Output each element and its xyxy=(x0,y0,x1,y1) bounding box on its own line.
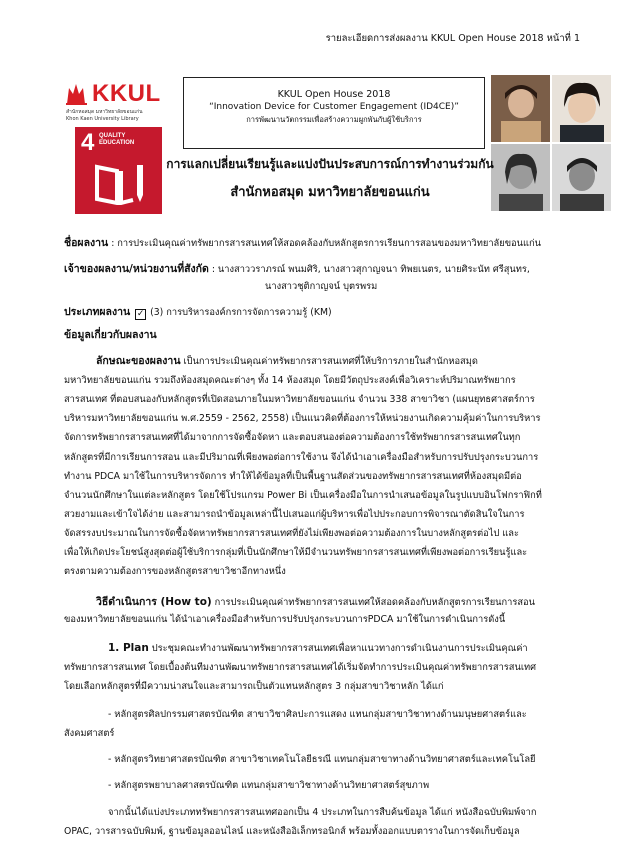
owner-value: : นางสาววราภรณ์ พนมศิริ, นางสาวสุกาญจนา ทิพยเนตร, นายศิระนัท ศรีสุนทร, xyxy=(208,264,530,275)
work-name-value: : การประเมินคุณค่าทรัพยากรสารสนเทศให้สอดคล้องกับหลักสูตรการเรียนการสอนของมหาวิทยาลัยขอนแก่น xyxy=(108,238,541,249)
logo-english-name: Khon Kaen University Library xyxy=(66,116,139,122)
sdg-number: 4 xyxy=(81,129,95,156)
event-theme: “Innovation Device for Customer Engagement (ID4CE)” xyxy=(209,102,459,112)
plan-line: ประชุมคณะทำงานพัฒนาทรัพยากรสารสนเทศเพื่อหาแนวทางการดำเนินงานการประเมินคุณค่า xyxy=(148,643,528,654)
work-type-row xyxy=(64,303,332,320)
nature-line: ทำงาน PDCA มาใช้ในการบริหารจัดการ ทำให้ได้ข้อมูลที่เป็นพื้นฐานสัดส่วนของทรัพยากรสารสนเทศที่ห้องสมุดมีต่อ xyxy=(64,471,522,482)
team-photo-1 xyxy=(491,75,550,142)
howto-label: วิธีดำเนินการ (How to) xyxy=(96,596,212,608)
library-emblem-icon xyxy=(64,82,92,106)
work-name-label: ชื่อผลงาน xyxy=(64,237,109,249)
kkul-logo xyxy=(64,78,174,126)
nature-line: บริหารมหาวิทยาลัยขอนแก่น พ.ศ.2559 - 2562, 2558) เป็นแนวคิดที่ต้องการให้หน่วยงานเกิดความคุ้มค่าในการบริหาร xyxy=(64,413,541,424)
work-name-row xyxy=(64,234,541,251)
plan-line: โดยเลือกหลักสูตรที่มีความน่าสนใจและสามารถเป็นตัวแทนหลักสูตร 3 กลุ่มสาขาวิชาหลัก ได้แก่ xyxy=(64,681,444,692)
work-type-label: ประเภทผลงาน xyxy=(64,306,131,318)
nature-line: เพื่อให้เกิดประโยชน์สูงสุดต่อผู้ใช้บริการกลุ่มที่เป็นนักศึกษาให้มีจำนวนทรัพยากรสารสนเทศที่เพียงพอต่อการเรียนรู้และ xyxy=(64,547,528,558)
sdg-label: QUALITY EDUCATION xyxy=(99,133,135,146)
nature-line: จัดสรรงบประมาณในการจัดซื้อจัดหาทรัพยากรสารสนเทศที่ยังไม่เพียงพอต่อความต้องการในบางหลักสูตรต่อไป และ xyxy=(64,528,519,539)
book-pencil-icon xyxy=(93,159,147,205)
nature-line: จำนวนนักศึกษาในแต่ละหลักสูตร โดยใช้โปรแกรม Power Bi เป็นเครื่องมือในการนำเสนอข้อมูลในรูปแบบอินโฟกราฟิกที่ xyxy=(64,490,542,501)
group-item: - หลักสูตรพยาบาลศาสตรบัณฑิต แทนกลุ่มสาขาวิชาทางด้านวิทยาศาสตร์สุขภาพ xyxy=(108,780,430,791)
team-photos xyxy=(491,75,611,211)
page-header: รายละเอียดการส่งผลงาน KKUL Open House 2018 หน้าที่ 1 xyxy=(325,33,580,44)
team-photo-3 xyxy=(491,144,550,211)
nature-line: จัดการทรัพยากรสารสนเทศที่ได้มาจากการจัดซื้อจัดหา และตอบสนองต่อความต้องการใช้ทรัพยากรสารสนเทศในทุก xyxy=(64,432,521,443)
sdg-quality-education-tile xyxy=(75,127,162,214)
event-theme-thai: การพัฒนานวัตกรรมเพื่อสร้างความผูกพันกับผู้ใช้บริการ xyxy=(246,115,422,124)
owner-value-cont: นางสาวชุติกาญจน์ บุตรพรม xyxy=(265,281,378,292)
nature-line: สวยงามและเข้าใจได้ง่าย และสามารถนำข้อมูลเหล่านี้ไปเสนอแก่ผู้บริหารเพื่อไปประกอบการพิจารณาตัดสินใจในการ xyxy=(64,509,525,520)
event-title: KKUL Open House 2018 xyxy=(277,89,391,100)
owner-row xyxy=(64,260,530,277)
closing-line: OPAC, วารสารฉบับพิมพ์, ฐานข้อมูลออนไลน์ และหนังสืออิเล็กทรอนิกส์ พร้อมทั้งออกแบบตารางในการจัดเก็บข้อมูล xyxy=(64,826,520,837)
nature-first-line xyxy=(96,352,478,369)
group-item: - หลักสูตรวิทยาศาสตรบัณฑิต สาขาวิชาเทคโนโลยีธรณี แทนกลุ่มสาขาทางด้านวิทยาศาสตร์และเทคโนโลยี xyxy=(108,754,536,765)
plan-label: 1. Plan xyxy=(108,642,149,654)
howto-line: ของมหาวิทยาลัยขอนแก่น ได้นำเอาเครื่องมือสำหรับการปรับปรุงกระบวนการPDCA มาใช้ในการดำเนินการดังนี้ xyxy=(64,614,506,625)
group-item-cont: สังคมศาสตร์ xyxy=(64,728,115,739)
nature-label: ลักษณะของผลงาน xyxy=(96,355,181,367)
nature-line: สารสนเทศ ที่ตอบสนองกับหลักสูตรที่เปิดสอนภายในมหาวิทยาลัยขอนแก่น จำนวน 338 สาขาวิชา (แผนยุทธศาสตร์การ xyxy=(64,394,535,405)
work-type-value: (3) การบริหารองค์กรการจัดการความรู้ (KM) xyxy=(150,307,332,318)
main-heading-line1: การแลกเปลี่ยนเรียนรู้และแบ่งปันประสบการณ์การทำงานร่วมกัน xyxy=(166,157,494,171)
team-photo-2 xyxy=(552,75,611,142)
owner-label: เจ้าของผลงาน/หน่วยงานที่สังกัด xyxy=(64,263,209,275)
nature-line: ตรงตามความต้องการของหลักสูตรสาขาวิชาอีกทางหนึ่ง xyxy=(64,566,286,577)
team-photo-4 xyxy=(552,144,611,211)
howto-first-line xyxy=(96,593,535,610)
group-item: - หลักสูตรศิลปกรรมศาสตรบัณฑิต สาขาวิชาศิลปะการแสดง แทนกลุ่มสาขาวิชาทางด้านมนุษยศาสตร์และ xyxy=(108,709,527,720)
closing-line: จากนั้นได้แบ่งประเภททรัพยากรสารสนเทศออกเป็น 4 ประเภทในการสืบค้นข้อมูล ได้แก่ หนังสือฉบับพิมพ์จาก xyxy=(108,807,537,818)
nature-line: เป็นการประเมินคุณค่าทรัพยากรสารสนเทศที่ให้บริการภายในสำนักหอสมุด xyxy=(183,356,478,367)
logo-text: KKUL xyxy=(92,80,161,107)
info-heading: ข้อมูลเกี่ยวกับผลงาน xyxy=(64,329,157,341)
nature-line: มหาวิทยาลัยขอนแก่น รวมถึงห้องสมุดคณะต่างๆ ทั้ง 14 ห้องสมุด โดยมีวัตถุประสงค์เพื่อวิเคราะห์ปริมาณทรัพยากร xyxy=(64,375,516,386)
plan-first-line xyxy=(108,641,528,656)
checkbox-icon: ✓ xyxy=(136,309,145,319)
title-box xyxy=(183,77,485,149)
howto-line: การประเมินคุณค่าทรัพยากรสารสนเทศให้สอดคล้องกับหลักสูตรการเรียนการสอน xyxy=(211,597,535,608)
logo-thai-name: สำนักหอสมุด มหาวิทยาลัยขอนแก่น xyxy=(66,109,143,115)
plan-line: ทรัพยากรสารสนเทศ โดยเบื้องต้นทีมงานพัฒนาทรัพยากรสารสนเทศได้เริ่มจัดทำการประเมินคุณค่าทรัพยากรสารสนเทศ xyxy=(64,662,537,673)
nature-line: หลักสูตรที่มีการเรียนการสอน และมีปริมาณที่เพียงพอต่อการใช้งาน จึงได้นำเอาเครื่องมือสำหรับการปรับปรุงกระบวนการ xyxy=(64,452,539,463)
main-heading-line2: สำนักหอสมุด มหาวิทยาลัยขอนแก่น xyxy=(230,185,430,200)
